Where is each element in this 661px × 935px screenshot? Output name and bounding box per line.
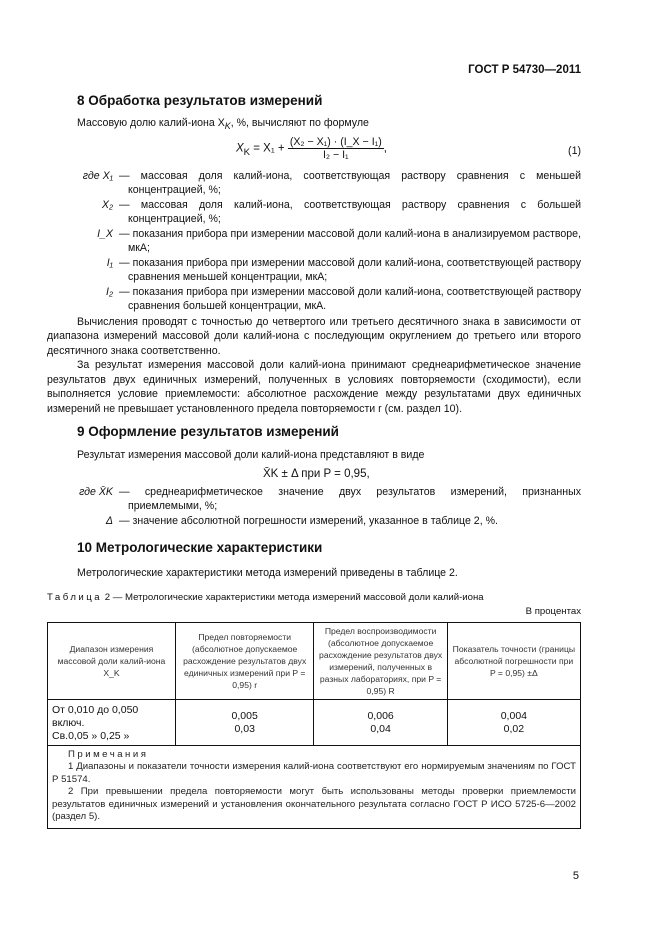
table-header: Диапазон измерения массовой доли калий-иона X_K	[48, 622, 176, 699]
table-units: В процентах	[525, 605, 581, 617]
definition-text: — показания прибора при измерении массовой доли калий-иона, соответствующей раствору сравнения большей концентрации, мкА.	[119, 285, 581, 313]
table-header: Предел воспроизводимости (абсолютное допускаемое расхождение результатов двух измерений, полученных в разных лабораториях, при P = 0,95) R	[314, 622, 447, 699]
paragraph-precision: Вычисления проводят с точностью до четвертого или третьего десятичного знака в зависимости от диапазона измерений массовой доли калий-иона с последующим округлением до третьего или второго десятичного знака соответственно.	[47, 315, 581, 357]
formula-1	[47, 136, 581, 166]
table-cell: 0,006 0,04	[314, 699, 447, 745]
section-8-intro: Массовую долю калий-иона $X_K$, %, вычисляют по формуле	[77, 117, 369, 132]
definitions-list	[47, 169, 581, 314]
definition-text: — массовая доля калий-иона, соответствующая раствору сравнения с меньшей концентрацией, %;	[119, 169, 581, 197]
table-header: Показатель точности (границы абсолютной погрешности при P = 0,95) ±Δ	[447, 622, 580, 699]
table-cell: 0,005 0,03	[175, 699, 314, 745]
definition-symbol: где X̄K	[79, 485, 113, 498]
definition-item	[47, 198, 581, 227]
definition-symbol: X₂	[101, 198, 113, 211]
definition-symbol: I_X	[97, 227, 113, 240]
section-10-title: 10 Метрологические характеристики	[77, 540, 323, 556]
table-notes-row	[48, 745, 581, 828]
metrology-table	[47, 622, 581, 829]
definition-text: — значение абсолютной погрешности измерений, указанное в таблице 2, %.	[119, 514, 498, 527]
document-body	[47, 93, 581, 829]
section-9-intro: Результат измерения массовой доли калий-иона представляют в виде	[77, 449, 425, 462]
definition-symbol: I₁	[106, 256, 113, 269]
formula-result: X̄K ± Δ при P = 0,95,	[263, 467, 370, 480]
definition-text: — показания прибора при измерении массовой доли калий-иона в анализируемом растворе, мкА;	[119, 227, 581, 255]
table-notes: Примечания 1 Диапазоны и показатели точности измерения калий-иона соответствуют его нормируемым значениям по ГОСТ Р 51574. 2 При превышении предела повторяемости могут быть использованы методы проверки приемлемости результатов единичных измерений и установления окончательного результата согласно ГОСТ Р ИСО 5725-6—2002 (раздел 5).	[48, 745, 581, 828]
page-number: 5	[572, 870, 579, 882]
formula-expression: $X_K = X_1$ + $\frac{\text{(X₂ − X₁) · (I\_X − I₁)}}{\text{I₂ − I₁}}$ ,	[236, 135, 387, 161]
section-8-title: 8 Обработка результатов измерений	[77, 93, 323, 108]
table-cell: От 0,010 до 0,050 включ. Св.0,05 » 0,25 »	[48, 699, 176, 745]
section-10-intro: Метрологические характеристики метода измерений приведены в таблице 2.	[77, 567, 458, 580]
definition-text: — среднеарифметическое значение двух результатов измерений, признанных приемлемыми, %;	[119, 485, 581, 513]
document-header: ГОСТ Р 54730—2011	[468, 64, 581, 76]
definition-item	[47, 514, 581, 529]
definition-item	[47, 285, 581, 314]
definition-item	[47, 485, 581, 514]
definition-symbol: I₂	[106, 285, 113, 298]
definition-item	[47, 169, 581, 198]
definition-item	[47, 227, 581, 256]
definitions-list	[47, 485, 581, 529]
definition-symbol: где X₁	[82, 169, 113, 182]
table-cell: 0,004 0,02	[447, 699, 580, 745]
definition-symbol: Δ	[105, 514, 113, 527]
definition-text: — массовая доля калий-иона, соответствующая раствору сравнения с большей концентрацией, %;	[119, 198, 581, 226]
table-row	[48, 699, 581, 745]
table-header-row	[48, 622, 581, 699]
formula-number: (1)	[568, 144, 581, 157]
table-header: Предел повторяемости (абсолютное допускаемое расхождение результатов двух единичных измерений при P = 0,95) r	[175, 622, 314, 699]
section-9-title: 9 Оформление результатов измерений	[77, 424, 339, 440]
definition-text: — показания прибора при измерении массовой доли калий-иона, соответствующей раствору сравнения меньшей концентрации, мкА;	[119, 256, 581, 284]
paragraph-result: За результат измерения массовой доли калий-иона принимают среднеарифметическое значение результатов двух единичных измерений, полученных в условиях повторяемости (сходимости), если выполняется условие приемлемости: абсолютное расхождение между результатами двух единичных измерений не превышает установленного предела повторяемости r (см. раздел 10).	[47, 359, 581, 415]
definition-item	[47, 256, 581, 285]
table-caption: Таблица 2 — Метрологические характеристики метода измерений массовой доли калий-иона	[47, 591, 484, 603]
